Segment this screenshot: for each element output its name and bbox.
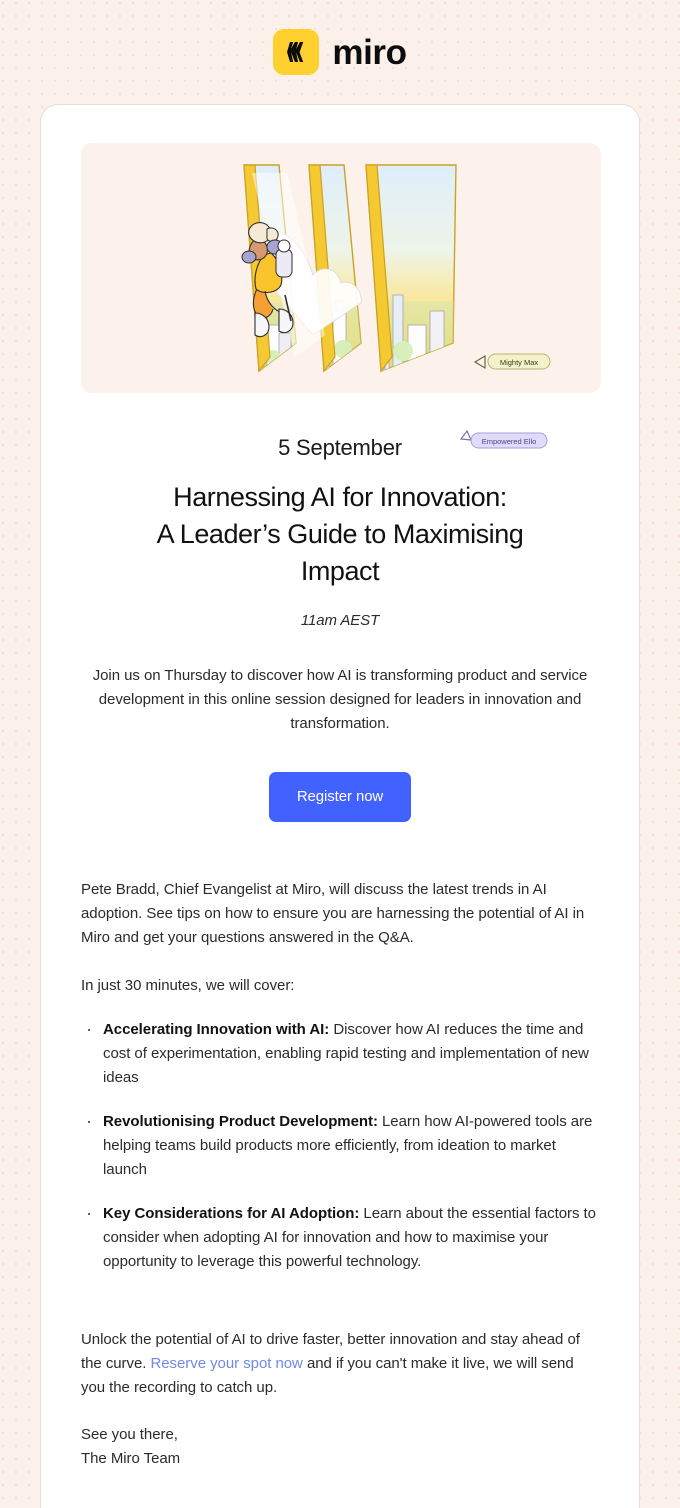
svg-text:Mighty Max: Mighty Max — [499, 358, 539, 367]
event-title-line-2: A Leader’s Guide to Maximising — [156, 519, 524, 549]
event-title-line-1: Harnessing AI for Innovation: — [173, 482, 507, 512]
list-item — [81, 1202, 599, 1274]
closing-text-after-link: and if you can't make it live, we will send you the recording to catch up. — [81, 1355, 574, 1396]
event-title — [81, 479, 599, 590]
agenda-item-text: Learn how AI-powered tools are helping teams build products more efficiently, from ideation to market launch — [103, 1113, 593, 1178]
miro-wordmark: miro — [332, 32, 407, 72]
event-time: 11am AEST — [300, 612, 380, 629]
agenda-list — [81, 1018, 599, 1274]
signoff — [81, 1423, 599, 1471]
cursor-label-empowered-ello — [461, 431, 547, 448]
event-title-line-3: Impact — [300, 556, 380, 586]
closing-section — [81, 1328, 599, 1471]
agenda-item-heading: Accelerating Innovation with AI: — [103, 1021, 330, 1038]
agenda-item-heading: Key Considerations for AI Adoption: — [103, 1205, 360, 1222]
closing-text-before-link: Unlock the potential of AI to drive faster, better innovation and stay ahead of the curve. — [81, 1331, 580, 1372]
signoff-line-1: See you there, — [81, 1426, 178, 1443]
brand-header — [0, 0, 680, 104]
agenda-item-text: Learn about the essential factors to consider when adopting AI for innovation and how to maximise your opportunity to leverage this powerful technology. — [103, 1205, 596, 1270]
miro-logo-mark-icon[interactable] — [273, 29, 319, 75]
body-paragraph-1: Pete Bradd, Chief Evangelist at Miro, will discuss the latest trends in AI adoption. See tips on how to ensure you are harnessing the potential of AI in Miro and get your questions answered in the Q&A. — [81, 881, 585, 946]
closing-paragraph — [81, 1328, 599, 1400]
svg-text:Empowered Ello: Empowered Ello — [481, 437, 537, 446]
event-intro-text: Join us on Thursday to discover how AI is transforming product and service development in this online session designed for leaders in innovation and transformation. — [92, 667, 588, 732]
event-date: 5 September — [278, 435, 402, 460]
body-copy — [81, 878, 599, 1471]
email-card — [40, 104, 640, 1508]
cursor-label-mighty-max — [475, 354, 550, 369]
body-paragraph-2: In just 30 minutes, we will cover: — [81, 977, 295, 994]
list-item — [81, 1018, 599, 1090]
register-now-button[interactable]: Register now — [269, 772, 411, 822]
agenda-item-heading: Revolutionising Product Development: — [103, 1113, 378, 1130]
cta-container — [81, 772, 599, 822]
agenda-item-text: Discover how AI reduces the time and cost of experimentation, enabling rapid testing and implementation of new ideas — [103, 1021, 589, 1086]
hero-illustration — [81, 143, 601, 446]
reserve-your-spot-link[interactable]: Reserve your spot now — [150, 1355, 303, 1372]
list-item — [81, 1110, 599, 1182]
signoff-line-2: The Miro Team — [81, 1450, 181, 1467]
